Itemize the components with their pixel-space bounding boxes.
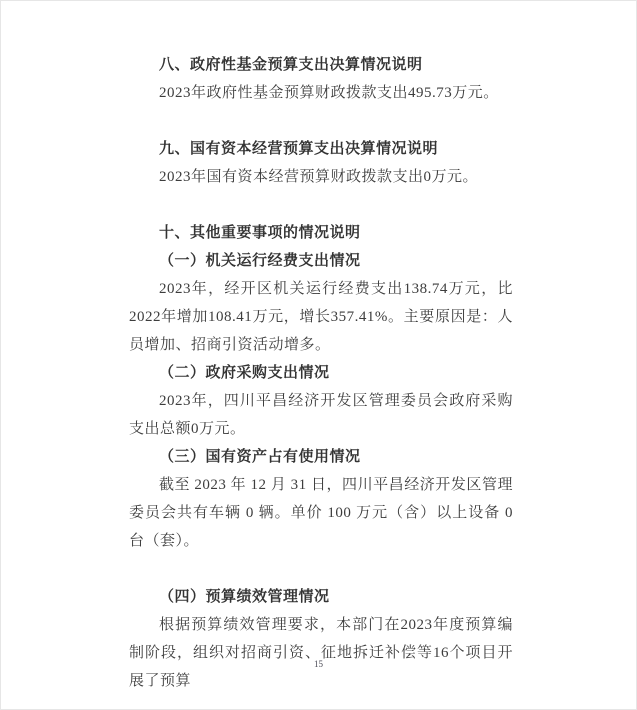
paragraph: 2023年，四川平昌经济开发区管理委员会政府采购支出总额0万元。: [129, 393, 513, 437]
paragraph: 2023年，经开区机关运行经费支出138.74万元，比2022年增加108.41万元，增长357.41%。主要原因是：人员增加、招商引资活动增多。: [129, 281, 513, 353]
section-heading: 十、其他重要事项的情况说明: [159, 224, 361, 241]
paragraph: 2023年国有资本经营预算财政拨款支出0万元。: [159, 169, 479, 185]
section-heading: （三）国有资产占有使用情况: [159, 449, 361, 465]
document-content: [129, 51, 513, 695]
section-heading: （二）政府采购支出情况: [159, 365, 330, 381]
paragraph: 根据预算绩效管理要求，本部门在2023年度预算编制阶段，组织对招商引资、征地拆迁补偿等16个项目开展了预算: [129, 617, 513, 689]
section-heading: 八、政府性基金预算支出决算情况说明: [159, 56, 423, 73]
page-number: 15: [314, 659, 323, 669]
paragraph: 2023年政府性基金预算财政拨款支出495.73万元。: [159, 85, 499, 101]
section-heading: （四）预算绩效管理情况: [159, 589, 330, 605]
section-heading: （一）机关运行经费支出情况: [159, 253, 361, 269]
section-heading: 九、国有资本经营预算支出决算情况说明: [159, 140, 439, 157]
paragraph: 截至 2023 年 12 月 31 日，四川平昌经济开发区管理委员会共有车辆 0 辆。单价 100 万元（含）以上设备 0 台（套）。: [129, 477, 513, 549]
